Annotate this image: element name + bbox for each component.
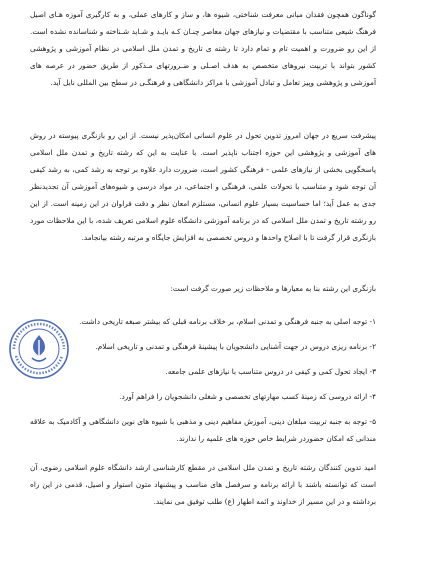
closing-paragraph: امید تدوین کنندگان رشته تاریخ و تمدن ملل اسلامی در مقطع کارشناسی ارشد دانشگاه علوم اسلامی رضوی، آن است که توانسته باشند با ارائه برنامه و سرفصل های مناسب و پیشنهاد متون استوار و اصیل، قدمی در این راه برداشته و در این مسیر از خداوند و ائمه اطهار (ع) طلب توفیق می نمایند. [30, 463, 376, 506]
intro-paragraph: گوناگون همچون فقدان مبانی معرفت شناختی، شیوه ها، و ساز و کارهای عملی، و به کارگیری آموزه هـای اصیل فرهنگ شیعی متناسب با مقتضیات و نیازهای جهان معاصر چنـان کـه بایـد و شـاید شـناخته و شناسانده نشده است. از این رو ضرورت و اهمیت تام و تمام دارد تا رشته ی تاریخ و تمدن ملل اسلامی در نظام آموزشی و پژوهشی کشور بتواند با تربیت نیروهای متخصص به هدف اصـلی و ضـرورتهای مـذکور از طریق حضور در عرصه های آموزشی و پژوهشی وپیز تعامل و تبادل آموزشی با مراکز دانشگاهی و فرهنگـی در سطح بین المللی نایل آید. [30, 10, 376, 87]
criterion-2: ۲- برنامه ریزی دروس در جهت آشنایی دانشجویان با پیشینۀ فرهنگی و تمدنی و تاریخی اسلام. [95, 342, 376, 351]
revision-rationale-paragraph: پیشرفت سریع در جهان امروز تدوین تحول در علوم انسانی امکان‌پذیر نیست. از این رو بازنگری پیوسته در روش های آموزشی و پژوهشی این حوزه اجتناب ناپذیر است. با عنایت به این که رشته تاریخ و تمدن ملل اسلامی پاسخگویی بخشی از نیازهای علمی - فرهنگی کشور است، ضرورت دارد علاوه بر توجه به رشد کمی، به رشد کیفی آن توجه شود و متناسب با تحولات علمی، فرهنگی و اجتماعی، در مواد درسی و شیوه‌های آموزشی آن تجدیدنظر جدی به عمل آید؛ اما حساسیت بسیار علوم انسانی، مستلزم امعان نظر و دقت فراوان در این زمینه است. از این رو رشته تاریخ و تمدن ملل اسلامی که در برنامه آموزشی دانشگاه علوم اسلامی تعریف شده، با این ملاحظات مورد بازنگری قرار گرفت تا با اصلاح واحدها و دروس تخصصی به افزایش جایگاه و مرتبه رشته بیانجامد. [30, 131, 376, 242]
criterion-1: ۱- توجه اصلی به جنبه فرهنگی و تمدنی اسلام، بر خلاف برنامه قبلی که بیشتر صبغه تاریخی داشت. [79, 317, 376, 326]
criterion-4: ۴- ارائه دروسی که زمینۀ کسب مهارتهای تخصصی و شغلی دانشجویان را فراهم آورد. [119, 392, 376, 401]
criterion-3: ۳- ایجاد تحول کمی و کیفی در دروس متناسب با نیازهای علمی جامعه. [165, 367, 376, 376]
university-seal-stamp [8, 318, 70, 380]
criteria-intro-line: بازنگری این رشته بنا به معیارها و ملاحظات زیر صورت گرفت است: [170, 284, 376, 293]
emblem-icon [32, 335, 46, 361]
criterion-5: ۵- توجه به جنبه تربیت مبلغان دینی، آموزش مفاهیم دینی و مذهبی با شیوه های نوین دانشگاهی و آکادمیک به علاقه مندانی که امکان حضوردر شرایط خاص حوزه های علمیه را ندارند. [30, 417, 376, 443]
